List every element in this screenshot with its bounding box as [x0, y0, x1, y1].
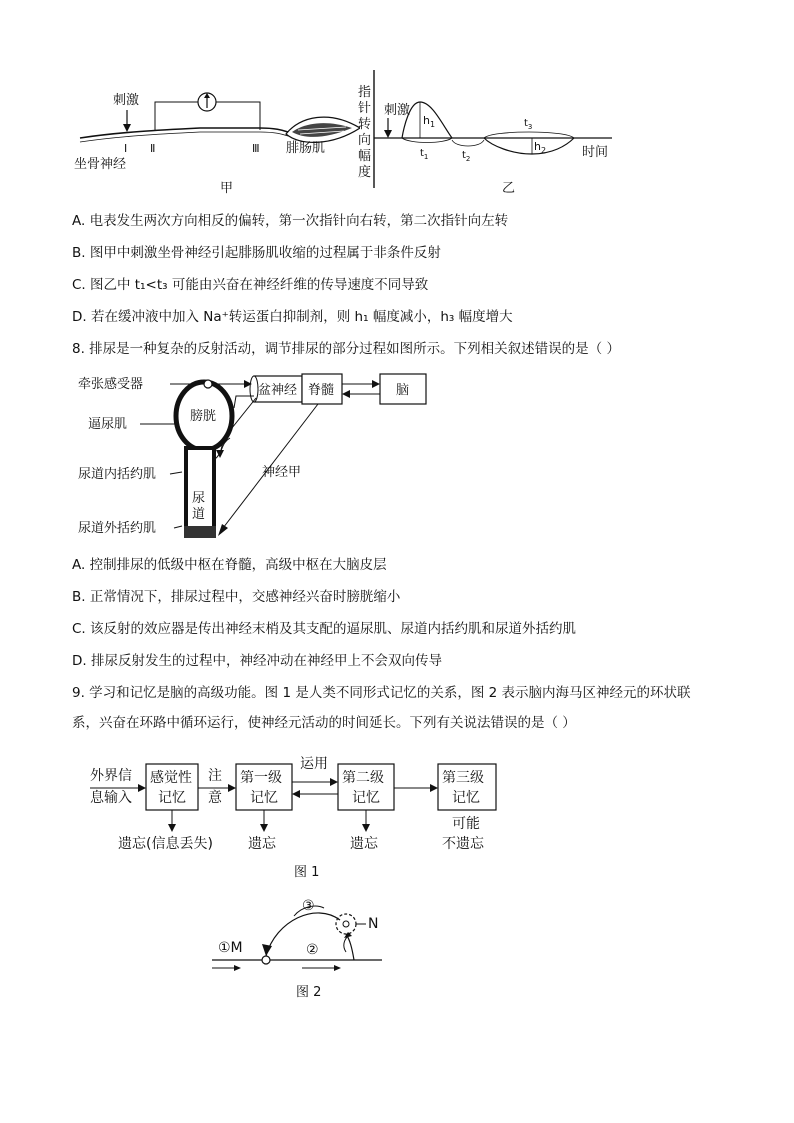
circuit-arc: [266, 913, 340, 956]
box-label: 记忆: [250, 790, 278, 806]
forget-label: 遗忘: [350, 836, 378, 852]
neuron-node-1: [262, 956, 270, 964]
bladder-label: 膀胱: [190, 409, 217, 424]
ylabel-char: 幅: [358, 149, 372, 164]
x-axis-label: 时间: [582, 145, 609, 160]
box-label: 第二级: [342, 770, 384, 786]
q9-stem-line2: 系，兴奋在环路中循环运行，使神经元活动的时间延长。下列有关说法错误的是（ ）: [72, 715, 576, 731]
label-three: ③: [302, 898, 315, 914]
point-III: Ⅲ: [252, 142, 260, 155]
box-label: 第三级: [442, 770, 484, 786]
figure-neuron-circuit-2: [206, 890, 396, 1006]
t2-label: $t_2$: [462, 150, 471, 163]
box-label: 感觉性: [150, 770, 192, 786]
label-m: ①M: [218, 940, 243, 956]
label-n: N: [368, 916, 379, 932]
q8-option-b: B. 正常情况下，排尿过程中，交感神经兴奋时膀胱缩小: [72, 589, 401, 605]
urethra-label: 尿: [192, 491, 206, 506]
caption-fig2: 图 2: [296, 985, 322, 1000]
forget-label: 遗忘(信息丢失): [118, 836, 213, 852]
second-deflection-curve: [484, 138, 574, 154]
attention-label: 意: [208, 790, 222, 806]
receptor-icon: [204, 380, 212, 388]
figure-memory-1: [88, 752, 508, 884]
t1-label: $t_1$: [420, 148, 429, 161]
q8-option-d: D. 排尿反射发生的过程中，神经冲动在神经甲上不会双向传导: [72, 653, 442, 669]
q9-stem-line1: 9. 学习和记忆是脑的高级功能。图 1 是人类不同形式记忆的关系，图 2 表示脑内海马区神经元的环状联: [72, 685, 691, 701]
q8-stem: 8. 排尿是一种复杂的反射活动，调节排尿的部分过程如图所示。下列相关叙述错误的是（ ）: [72, 341, 620, 357]
sciatic-nerve-label: 坐骨神经: [74, 157, 127, 172]
ylabel-char: 指: [358, 85, 372, 100]
stimulus-label-jia: 刺激: [113, 93, 140, 108]
q7-option-b: B. 图甲中刺激坐骨神经引起腓肠肌收缩的过程属于非条件反射: [72, 245, 441, 261]
h2-label: $h_2$: [534, 140, 547, 155]
ylabel-char: 向: [358, 133, 372, 148]
q8-option-c: C. 该反射的效应器是传出神经末梢及其支配的逼尿肌、尿道内括约肌和尿道外括约肌: [72, 621, 577, 637]
internal-sphincter-label: 尿道内括约肌: [78, 467, 157, 482]
label-two: ②: [306, 942, 319, 958]
forget-label: 遗忘: [248, 836, 276, 852]
q8-option-a: A. 控制排尿的低级中枢在脊髓，高级中枢在大脑皮层: [72, 557, 387, 573]
urethra-label: 道: [192, 507, 206, 522]
q7-option-c: C. 图乙中 t₁<t₃ 可能由兴奋在神经纤维的传导速度不同导致: [72, 277, 429, 293]
receptor-label: 牵张感受器: [78, 377, 144, 392]
q7-option-d: D. 若在缓冲液中加入 Na⁺转运蛋白抑制剂，则 h₁ 幅度减小，h₃ 幅度增大: [72, 309, 513, 325]
detrusor-label: 逼尿肌: [88, 417, 128, 432]
box-label: 记忆: [352, 790, 380, 806]
q7-option-a: A. 电表发生两次方向相反的偏转，第一次指针向右转，第二次指针向左转: [72, 213, 509, 229]
figure-jia: [60, 80, 360, 200]
t3-label: $t_3$: [524, 118, 533, 131]
box-label: 第一级: [240, 770, 282, 786]
h1-label: $h_1$: [423, 114, 436, 129]
caption-fig1: 图 1: [294, 865, 320, 880]
stimulus-label-yi: 刺激: [384, 103, 411, 118]
external-sphincter-label: 尿道外括约肌: [78, 521, 157, 536]
ylabel-char: 度: [358, 165, 372, 180]
box-label: 记忆: [452, 790, 480, 806]
muscle-label: 腓肠肌: [286, 141, 326, 156]
nerve-jia-label: 神经甲: [262, 465, 302, 480]
box-label: 记忆: [158, 790, 186, 806]
input-label: 外界信: [90, 768, 132, 784]
point-I: Ⅰ: [124, 142, 128, 155]
not-forget-label: 可能: [452, 816, 480, 832]
figure-urination: [74, 368, 454, 548]
point-II: Ⅱ: [150, 142, 156, 155]
attention-label: 注: [208, 768, 222, 784]
ylabel-char: 针: [358, 101, 372, 116]
figure-yi: [352, 66, 622, 200]
brain-label: 脑: [396, 383, 410, 398]
not-forget-label: 不遗忘: [442, 836, 484, 852]
input-label: 息输入: [90, 790, 132, 806]
use-label: 运用: [300, 756, 328, 772]
pelvic-nerve-label: 盆神经: [258, 383, 298, 398]
caption-yi: 乙: [502, 181, 516, 196]
caption-jia: 甲: [220, 181, 234, 196]
spinal-cord-label: 脊髓: [308, 383, 335, 398]
ylabel-char: 转: [358, 117, 372, 132]
